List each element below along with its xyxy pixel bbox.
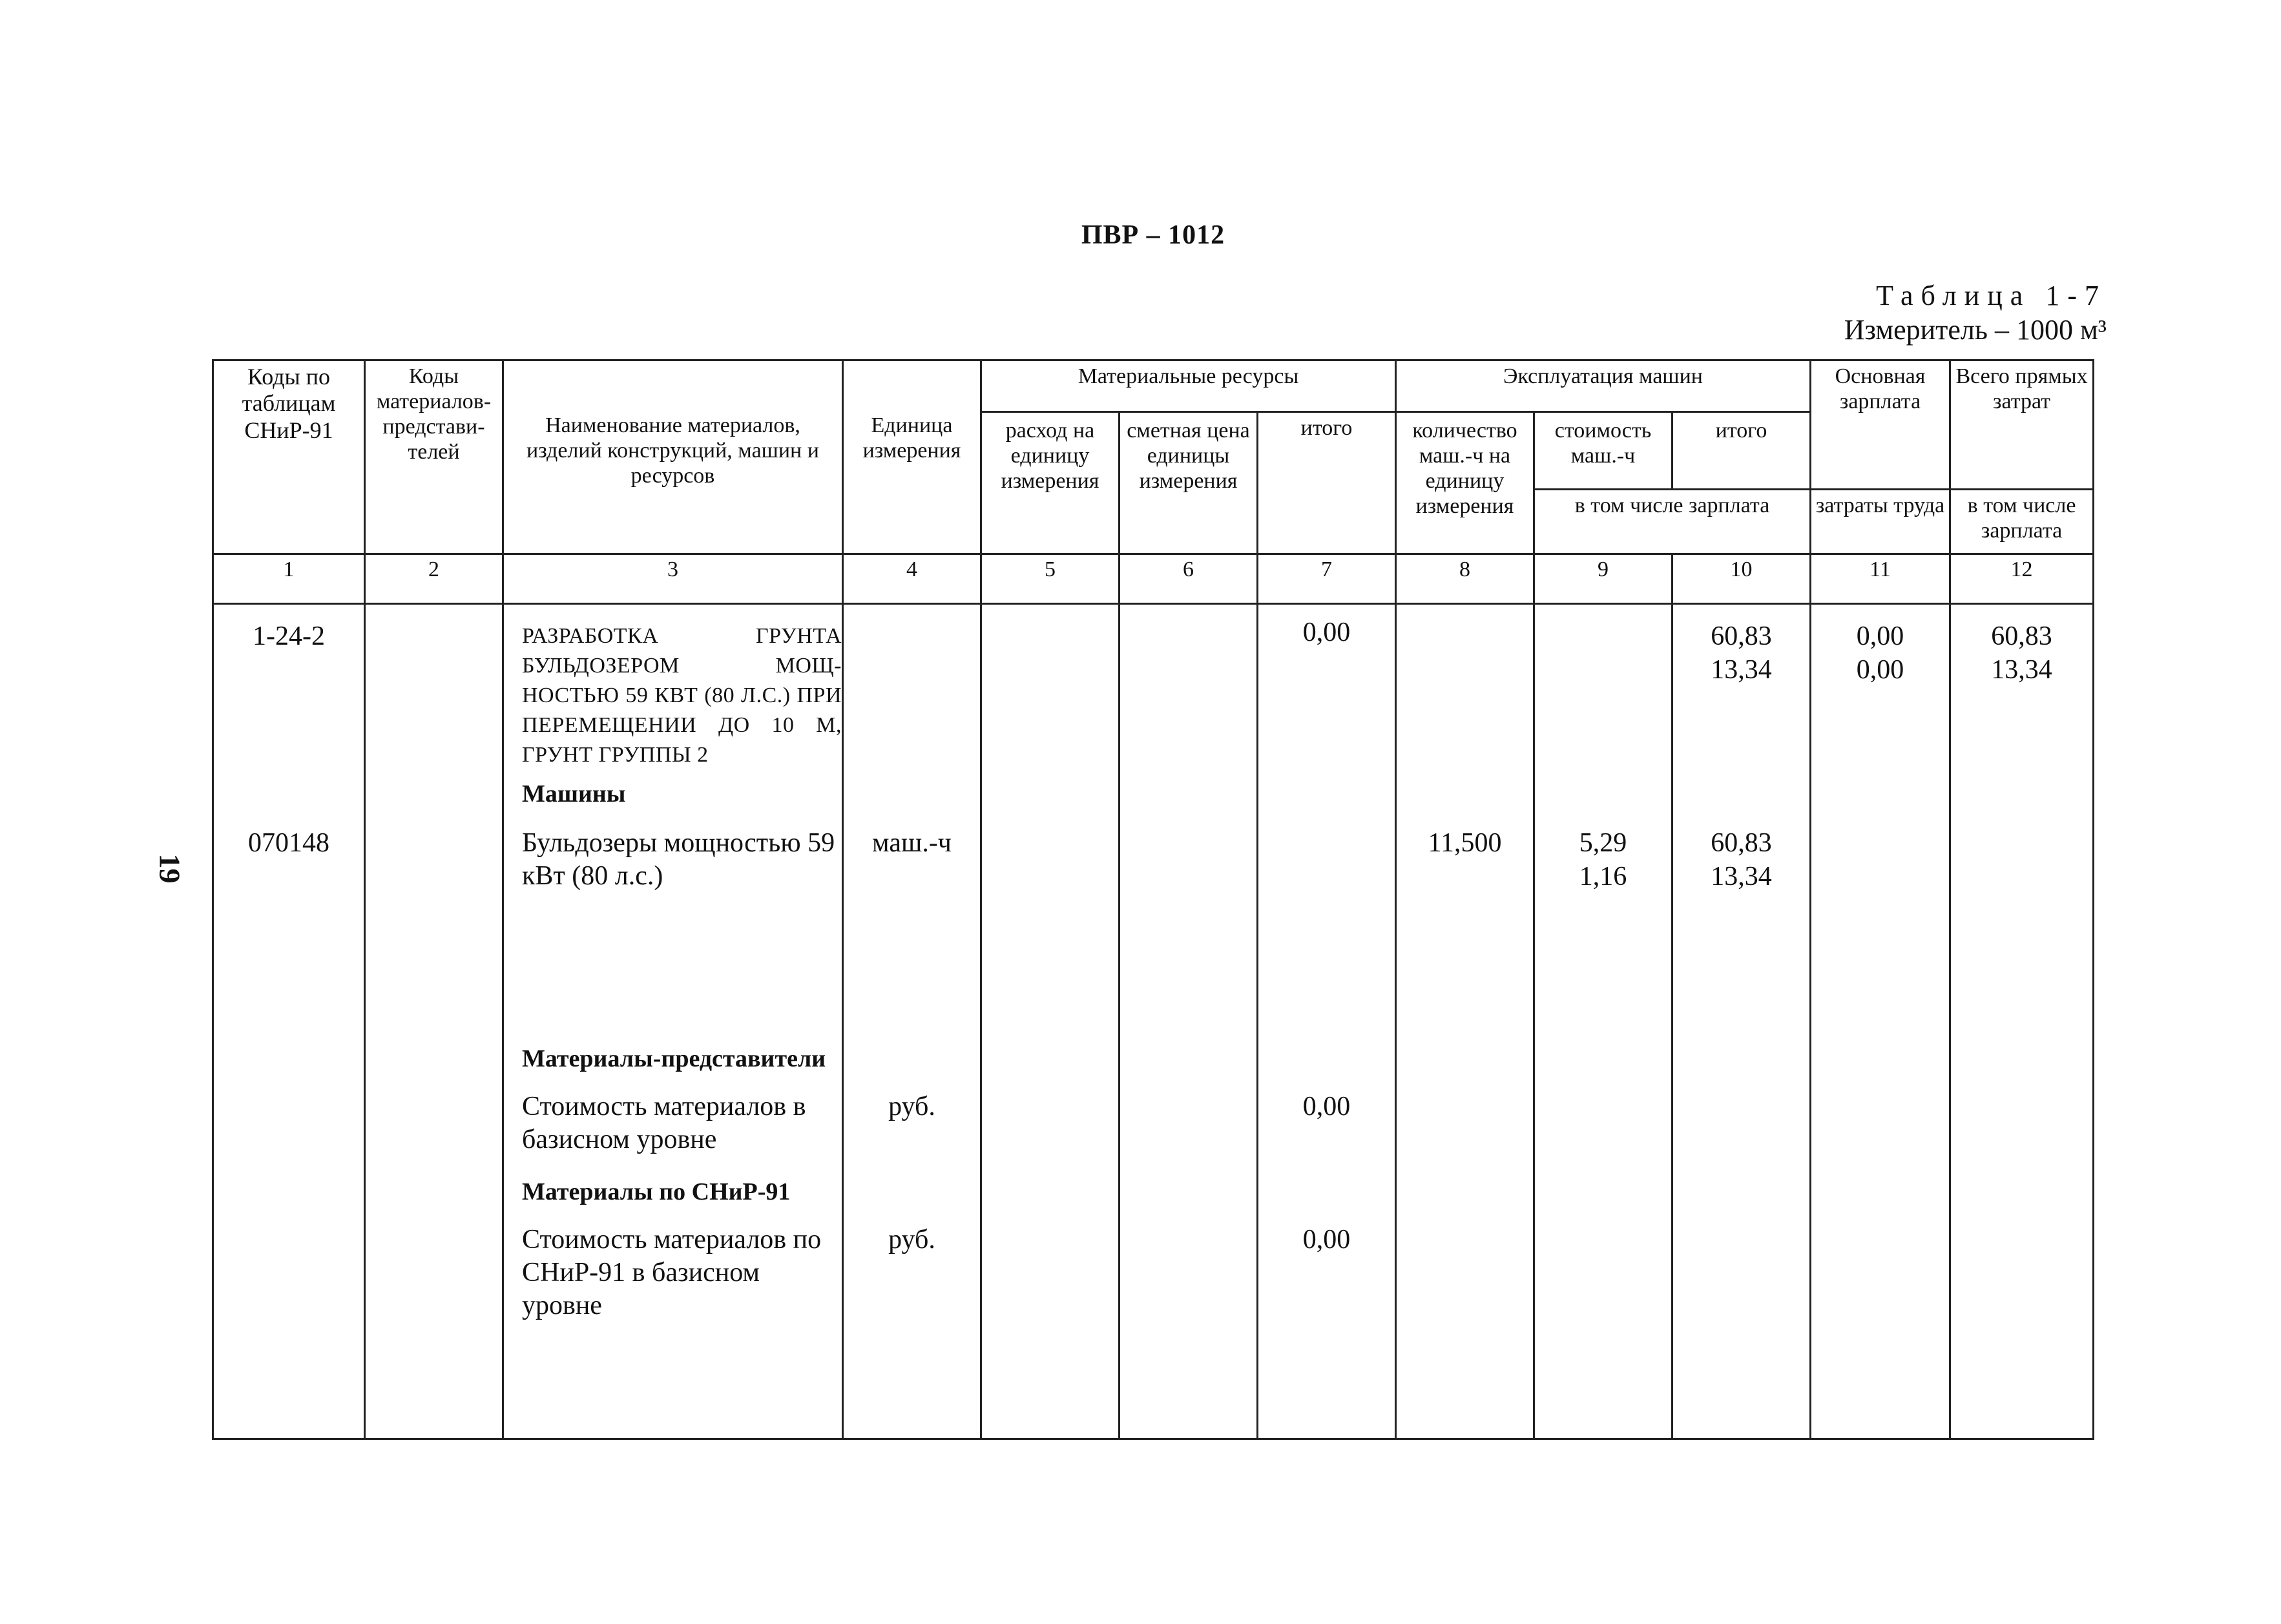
snir-name: Стоимость материалов по СНиР-91 в базисном уровне <box>522 1225 822 1321</box>
col-number: 5 <box>981 554 1120 604</box>
body-col-2 <box>365 604 503 1439</box>
table-number: Таблица 1-7 <box>1876 280 2107 311</box>
col-number: 11 <box>1811 554 1950 604</box>
work-direct-wage: 13,34 <box>1991 655 2052 685</box>
header-col-1: Коды по таблицам СНиР-91 <box>213 360 365 554</box>
machine-hour-cost: 5,29 <box>1579 828 1627 858</box>
col-number: 2 <box>365 554 503 604</box>
body-col-4 <box>843 604 981 1439</box>
header-col-7: итого <box>1258 412 1396 554</box>
body-col-8 <box>1396 604 1534 1439</box>
header-col-9: стоимость маш.-ч <box>1534 412 1672 490</box>
header-group-machines: Эксплуатация машин <box>1396 360 1811 412</box>
machine-wage: 13,34 <box>1711 862 1772 891</box>
work-materials-total: 0,00 <box>1302 618 1351 647</box>
header-col-12-sub: в том числе зарплата <box>1950 490 2094 554</box>
machine-total: 60,83 <box>1711 828 1772 858</box>
header-col-9-10-sub: в том числе зарплата <box>1534 490 1811 554</box>
machine-hours: 11,500 <box>1428 828 1502 858</box>
col-number: 9 <box>1534 554 1672 604</box>
header-col-11-sub: затраты труда <box>1811 490 1950 554</box>
col-number: 4 <box>843 554 981 604</box>
col-number: 12 <box>1950 554 2094 604</box>
machines-heading: Машины <box>522 780 626 807</box>
snir-total: 0,00 <box>1302 1225 1351 1254</box>
header-col-10: итого <box>1672 412 1811 490</box>
body-col-7 <box>1258 604 1396 1439</box>
work-base-wage: 0,00 <box>1856 621 1904 651</box>
body-col-10 <box>1672 604 1811 1439</box>
representatives-total: 0,00 <box>1302 1092 1351 1121</box>
body-col-9 <box>1534 604 1672 1439</box>
machine-unit: маш.-ч <box>872 828 952 858</box>
header-col-6: сметная цена единицы измерения <box>1120 412 1258 554</box>
body-col-5 <box>981 604 1120 1439</box>
col-number: 1 <box>213 554 365 604</box>
estimate-table <box>212 359 2094 1440</box>
work-code: 1-24-2 <box>253 621 325 651</box>
header-col-11: Основная зарплата <box>1811 360 1950 490</box>
body-col-11 <box>1811 604 1950 1439</box>
document-code: ПВР – 1012 <box>1081 220 1225 250</box>
snir-heading: Материалы по СНиР-91 <box>522 1178 791 1205</box>
header-group-materials: Материальные ресурсы <box>981 360 1396 412</box>
representatives-name: Стоимость материалов в базисном уровне <box>522 1092 806 1155</box>
machine-name: Бульдозеры мощностью 59 кВт (80 л.с.) <box>522 828 835 891</box>
body-col-3 <box>503 604 843 1439</box>
header-col-3: Наименование материалов, изделий конструкций, машин и ресурсов <box>503 360 843 554</box>
representatives-heading: Материалы-представители <box>522 1045 826 1072</box>
machine-hour-wage: 1,16 <box>1579 862 1627 891</box>
body-col-1 <box>213 604 365 1439</box>
col-number: 10 <box>1672 554 1811 604</box>
col-number: 7 <box>1258 554 1396 604</box>
col-number: 6 <box>1120 554 1258 604</box>
header-col-5: расход на единицу измерения <box>981 412 1120 554</box>
machine-code: 070148 <box>248 828 329 858</box>
header-col-8: количество маш.-ч на единицу измерения <box>1396 412 1534 554</box>
col-number: 3 <box>503 554 843 604</box>
work-machines-total: 60,83 <box>1711 621 1772 651</box>
snir-unit: руб. <box>888 1225 935 1254</box>
work-direct-total: 60,83 <box>1991 621 2052 651</box>
header-col-2: Коды материалов-представи-телей <box>365 360 503 554</box>
header-col-12: Всего прямых затрат <box>1950 360 2094 490</box>
representatives-unit: руб. <box>888 1092 935 1121</box>
work-name: РАЗРАБОТКА ГРУНТА БУЛЬДОЗЕРОМ МОЩ-НОСТЬЮ 59 КВТ (80 Л.С.) ПРИ ПЕРЕМЕЩЕНИИ ДО 10 М, ГРУНТ ГРУППЫ 2 <box>522 624 842 767</box>
body-col-12 <box>1950 604 2094 1439</box>
measure-unit: Измеритель – 1000 м³ <box>1844 314 2107 346</box>
col-number: 8 <box>1396 554 1534 604</box>
body-col-6 <box>1120 604 1258 1439</box>
work-machines-wage: 13,34 <box>1711 655 1772 685</box>
page-number: 19 <box>153 853 187 884</box>
header-col-4: Единица измерения <box>843 360 981 554</box>
work-labor-cost: 0,00 <box>1856 655 1904 685</box>
